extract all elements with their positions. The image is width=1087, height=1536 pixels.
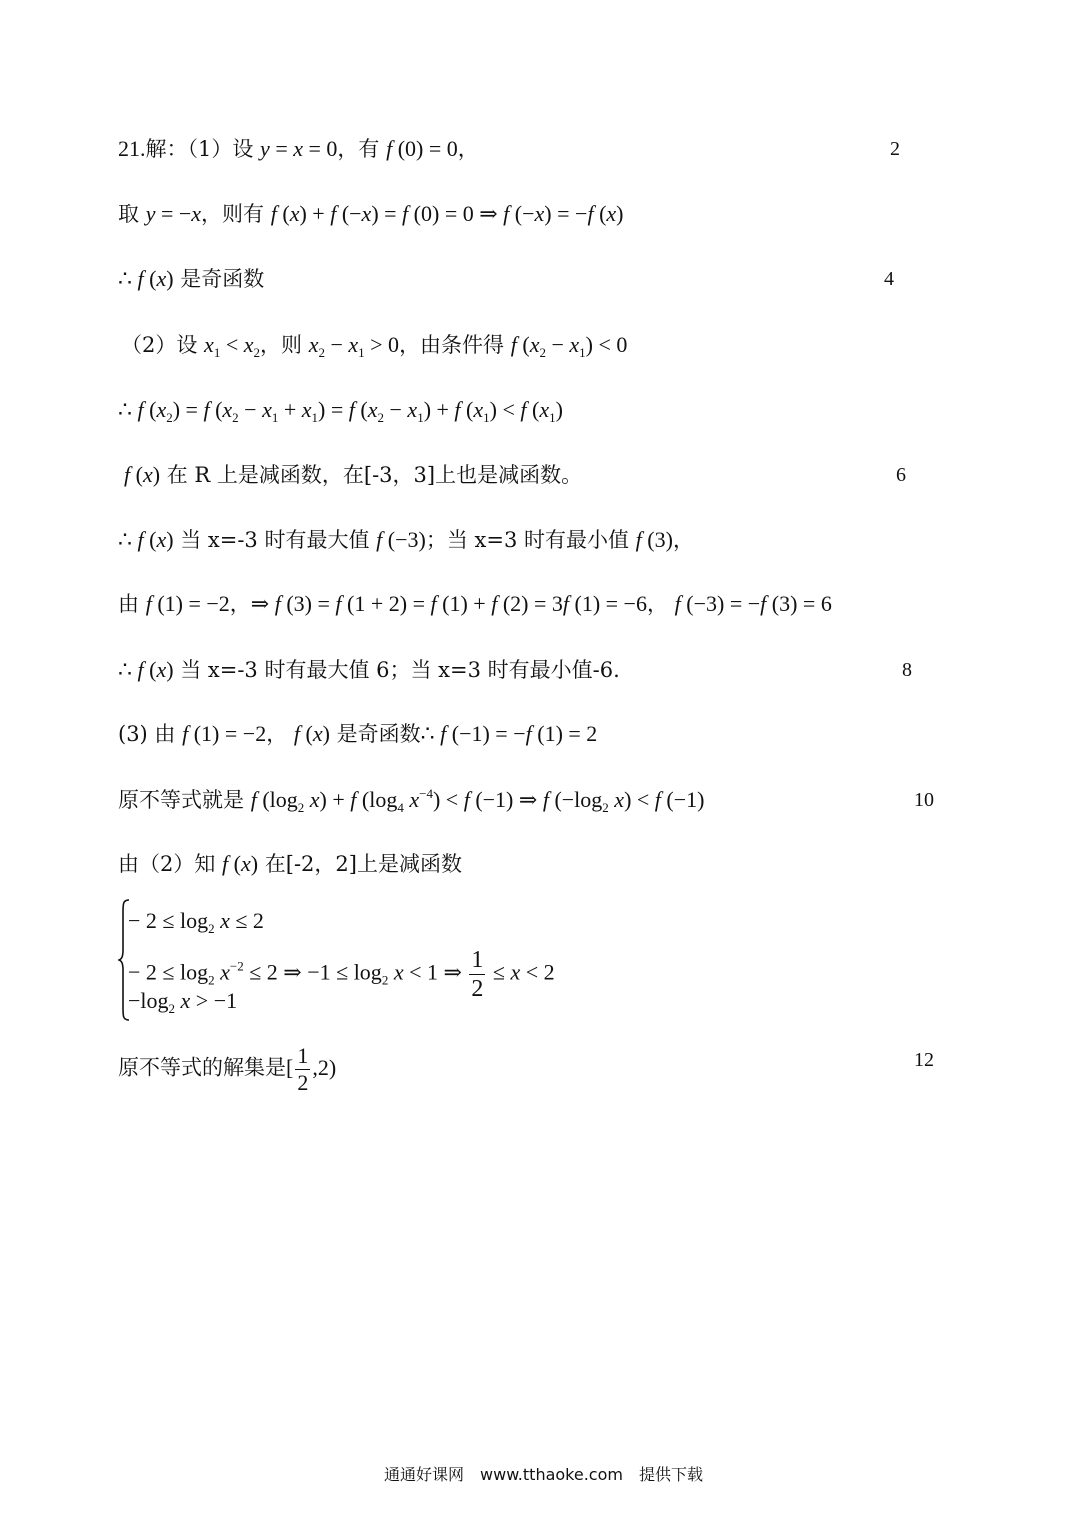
score-mark: 4 xyxy=(884,268,894,290)
solution-line-12: 由（2）知 f (x) 在[-2，2]上是减函数 xyxy=(118,851,462,876)
solution-line-8: 由 f (1) = −2，⇒ f (3) = f (1 + 2) = f (1) + f (2) = 3f (1) = −6， f (−3) = −f (3) = 6 xyxy=(118,591,832,616)
solution-line-1: 21.解：（1）设 y = x = 0，有 f (0) = 0， xyxy=(118,136,479,161)
score-mark: 12 xyxy=(914,1049,934,1071)
footer-source: 通通好课网 www.tthaoke.com 提供下载 xyxy=(384,1465,703,1484)
solution-line-6: f (x) 在 R 上是减函数，在[-3，3]上也是减函数。 xyxy=(124,462,583,487)
solution-line-16: 原不等式的解集是[ $\frac{1}{2}$ ,2) xyxy=(118,1043,337,1095)
system-row-1: − $2 \le \log_2 x \le 2$ xyxy=(128,908,264,936)
solution-line-11: 原不等式就是 f ($\log_2$ x) + f ($\log_4$ $x^{-4}) < f$ (−1) ⇒ f ($-\log_2$ x) < f (−1) xyxy=(118,786,705,815)
score-mark: 6 xyxy=(896,464,906,486)
solution-line-10: (3) 由 f (1) = −2， f (x) 是奇函数∴ f (−1) = −f (1) = 2 xyxy=(118,721,598,746)
system-row-2: − $2 \le \log_2 x^{-2} \le 2$ ⇒ $-1 \le \log_2 x < 1$ ⇒ $\frac{1}{2}$ ≤ x < 2 xyxy=(128,947,555,1002)
score-mark: 2 xyxy=(890,138,900,160)
score-mark: 8 xyxy=(902,659,912,681)
solution-line-7: ∴ f (x) 当 x=-3 时有最大值 f (−3)；当 x=3 时有最小值 f (3)， xyxy=(118,527,694,552)
system-row-3: $-\log_2$ x > −1 xyxy=(128,988,238,1016)
inequality-system xyxy=(118,898,718,1022)
solution-line-9: ∴ f (x) 当 x=-3 时有最大值 6；当 x=3 时有最小值-6. xyxy=(118,657,620,682)
solution-line-4: （2）设 $x_1 < x_2$，则 $x_2 - x_1 > 0$，由条件得 f $(x_2 - x_1) < 0$ xyxy=(121,332,628,360)
score-mark: 10 xyxy=(914,789,934,811)
solution-line-3: ∴ f (x) 是奇函数 xyxy=(118,266,265,291)
solution-line-2: 取 y = −x，则有 f (x) + f (−x) = f (0) = 0 ⇒ f (−x) = −f (x) xyxy=(118,201,624,226)
solution-line-5: ∴ f $(x_2) = f$ $(x_2 - x_1 + x_1) = f$ $(x_2 - x_1) + f$ $(x_1) < f$ $(x_1)$ xyxy=(118,397,563,425)
